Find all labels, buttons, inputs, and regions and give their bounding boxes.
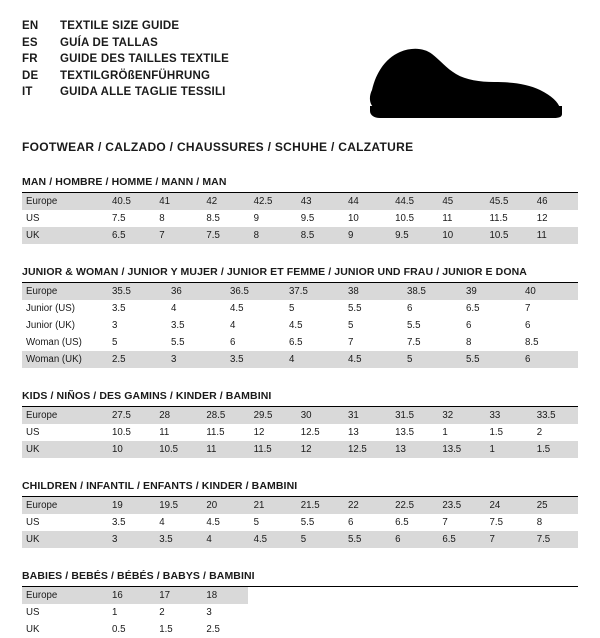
table-row	[22, 604, 578, 621]
size-cell: 6	[525, 320, 531, 331]
size-cell: 5	[295, 531, 342, 548]
size-cell-empty	[389, 621, 436, 638]
size-group-man	[22, 176, 578, 244]
size-cell: 35.5	[106, 283, 165, 300]
size-cell: 36.5	[224, 283, 283, 300]
size-cell: 7.5	[112, 213, 126, 224]
row-label: Woman (US)	[26, 337, 82, 348]
size-cell: 5.5	[407, 320, 421, 331]
group-title: JUNIOR & WOMAN / JUNIOR Y MUJER / JUNIOR ET FEMME / JUNIOR UND FRAU / JUNIOR E DONA	[22, 266, 578, 283]
row-label: Europe	[22, 193, 106, 210]
table-row	[22, 407, 578, 424]
table-row	[22, 441, 578, 458]
table-row	[22, 351, 578, 368]
size-cell: 1	[112, 607, 118, 618]
size-table	[22, 283, 578, 368]
size-cell-empty	[248, 587, 295, 604]
size-cell-empty	[484, 604, 531, 621]
size-table	[22, 193, 578, 244]
size-cell: 38.5	[401, 283, 460, 300]
size-cell: 7	[153, 227, 200, 244]
size-cell: 44.5	[389, 193, 436, 210]
row-label: UK	[22, 227, 106, 244]
size-cell: 5	[289, 303, 295, 314]
row-label: Junior (UK)	[26, 320, 75, 331]
table-row	[22, 424, 578, 441]
language-code: EN	[22, 20, 39, 32]
size-cell: 1.5	[489, 427, 503, 438]
size-cell-empty	[295, 621, 342, 638]
size-cell-empty	[531, 587, 578, 604]
row-label: UK	[26, 624, 40, 635]
size-cell: 3.5	[224, 351, 283, 368]
size-cell: 9.5	[300, 213, 315, 224]
row-label: Woman (UK)	[22, 351, 106, 368]
page-title: FOOTWEAR / CALZADO / CHAUSSURES / SCHUHE / CALZATURE	[22, 140, 414, 154]
table-row	[22, 531, 578, 548]
size-cell: 11.5	[206, 427, 225, 438]
size-cell: 18	[200, 587, 247, 604]
size-cell: 6.5	[436, 531, 483, 548]
size-cell: 3	[106, 531, 153, 548]
size-cell: 4	[171, 303, 177, 314]
size-cell: 2	[536, 427, 543, 438]
size-cell: 30	[295, 407, 342, 424]
language-title: GUIDE DES TAILLES TEXTILE	[60, 53, 229, 65]
size-cell: 6	[519, 351, 578, 368]
size-cell: 6.5	[466, 303, 480, 314]
size-cell: 1.5	[159, 624, 173, 635]
language-row	[22, 51, 229, 68]
size-cell: 4.5	[289, 320, 303, 331]
size-cell: 7.5	[531, 531, 578, 548]
size-cell: 41	[153, 193, 200, 210]
size-cell: 9	[253, 213, 259, 224]
size-cell: 20	[200, 497, 247, 514]
size-cell: 42.5	[248, 193, 295, 210]
size-cell: 12	[253, 427, 265, 438]
size-cell: 22.5	[389, 497, 436, 514]
size-cell: 36	[165, 283, 224, 300]
row-label: UK	[22, 531, 106, 548]
size-cell-empty	[389, 587, 436, 604]
table-row	[22, 497, 578, 514]
size-cell: 7.5	[407, 337, 421, 348]
size-cell: 6.5	[395, 517, 409, 528]
size-cell: 11	[442, 213, 453, 224]
size-cell: 11.5	[248, 441, 295, 458]
size-cell: 13.5	[436, 441, 483, 458]
size-cell: 31	[342, 407, 389, 424]
size-cell-empty	[436, 604, 483, 621]
table-row	[22, 334, 578, 351]
size-cell: 4.5	[342, 351, 401, 368]
table-row	[22, 514, 578, 531]
size-cell: 0.5	[112, 624, 126, 635]
size-cell: 3	[112, 320, 118, 331]
size-cell: 19	[106, 497, 153, 514]
size-cell: 8	[536, 517, 543, 528]
size-cell: 10.5	[395, 213, 414, 224]
size-cell: 13.5	[395, 427, 414, 438]
size-cell: 9.5	[389, 227, 436, 244]
size-cell: 4.5	[206, 517, 220, 528]
size-cell: 22	[342, 497, 389, 514]
language-row	[22, 84, 229, 101]
size-cell: 7	[442, 517, 448, 528]
language-row	[22, 68, 229, 85]
size-cell: 4.5	[230, 303, 244, 314]
size-cell: 4	[283, 351, 342, 368]
size-cell-empty	[484, 587, 531, 604]
size-cell: 38	[342, 283, 401, 300]
table-row	[22, 300, 578, 317]
table-row	[22, 283, 578, 300]
size-cell: 44	[342, 193, 389, 210]
row-label: US	[26, 213, 40, 224]
group-title: KIDS / NIÑOS / DES GAMINS / KINDER / BAMBINI	[22, 390, 578, 407]
table-row	[22, 193, 578, 210]
size-cell: 4	[230, 320, 236, 331]
size-cell: 6	[466, 320, 472, 331]
size-cell: 10	[347, 213, 359, 224]
size-cell: 37.5	[283, 283, 342, 300]
size-cell: 2	[159, 607, 165, 618]
size-cell: 19.5	[153, 497, 200, 514]
size-cell: 23.5	[436, 497, 483, 514]
table-row	[22, 317, 578, 334]
size-cell-empty	[342, 587, 389, 604]
size-cell: 39	[460, 283, 519, 300]
size-cell: 5.5	[171, 337, 185, 348]
language-code: DE	[22, 69, 39, 82]
size-cell: 8.5	[295, 227, 342, 244]
size-cell: 12	[295, 441, 342, 458]
size-cell: 11.5	[489, 213, 508, 224]
row-label: US	[26, 427, 40, 438]
size-cell: 45	[436, 193, 483, 210]
size-cell: 8.5	[206, 213, 220, 224]
size-cell: 11	[200, 441, 247, 458]
size-group-babies	[22, 570, 578, 638]
size-cell: 16	[106, 587, 153, 604]
size-cell: 5.5	[342, 531, 389, 548]
language-title: TEXTILGRÖßENFÜHRUNG	[60, 69, 211, 82]
size-cell: 8	[466, 337, 472, 348]
size-cell: 6.5	[289, 337, 303, 348]
row-label: UK	[22, 441, 106, 458]
size-cell: 5	[348, 320, 354, 331]
size-cell-empty	[342, 621, 389, 638]
size-cell: 3.5	[171, 320, 185, 331]
size-cell: 13	[389, 441, 436, 458]
size-cell-empty	[484, 621, 531, 638]
size-cell: 6	[407, 303, 413, 314]
size-cell: 3.5	[153, 531, 200, 548]
group-title: MAN / HOMBRE / HOMME / MANN / MAN	[22, 176, 578, 193]
size-cell: 43	[295, 193, 342, 210]
size-cell: 5.5	[348, 303, 362, 314]
size-cell: 9	[342, 227, 389, 244]
size-cell: 13	[347, 427, 359, 438]
size-cell: 4	[200, 531, 247, 548]
size-cell: 33	[484, 407, 531, 424]
size-cell: 5.5	[300, 517, 315, 528]
size-cell: 8	[159, 213, 165, 224]
row-label: Junior (US)	[26, 303, 75, 314]
size-cell: 46	[531, 193, 578, 210]
table-row	[22, 210, 578, 227]
size-cell: 32	[436, 407, 483, 424]
language-code: ES	[22, 36, 38, 49]
size-cell: 10.5	[484, 227, 531, 244]
language-title: TEXTILE SIZE GUIDE	[60, 20, 180, 32]
dress-shoe-icon	[366, 38, 566, 124]
row-label: Europe	[22, 587, 106, 604]
size-cell: 5	[112, 337, 118, 348]
size-group-children	[22, 480, 578, 548]
size-cell: 7	[484, 531, 531, 548]
row-label: Europe	[22, 497, 106, 514]
size-cell: 6.5	[106, 227, 153, 244]
header	[22, 18, 578, 124]
size-cell: 7	[525, 303, 531, 314]
row-label: US	[26, 517, 40, 528]
size-cell: 40.5	[106, 193, 153, 210]
size-cell: 3.5	[112, 303, 126, 314]
size-cell: 12.5	[342, 441, 389, 458]
size-cell: 8.5	[525, 337, 539, 348]
row-label: Europe	[22, 407, 106, 424]
size-table	[22, 407, 578, 458]
size-cell-empty	[295, 604, 342, 621]
group-title: BABIES / BEBÉS / BÉBÉS / BABYS / BAMBINI	[22, 570, 578, 587]
language-row	[22, 18, 229, 35]
language-title: GUÍA DE TALLAS	[60, 36, 158, 49]
size-cell: 2.5	[106, 351, 165, 368]
size-table	[22, 497, 578, 548]
size-cell-empty	[295, 587, 342, 604]
size-cell-empty	[342, 604, 389, 621]
size-cell-empty	[531, 604, 578, 621]
size-cell: 6	[230, 337, 236, 348]
size-cell: 21.5	[295, 497, 342, 514]
size-cell: 2.5	[206, 624, 220, 635]
size-cell: 6	[389, 531, 436, 548]
size-cell: 6	[347, 517, 354, 528]
row-label: US	[26, 607, 40, 618]
table-row	[22, 227, 578, 244]
table-row	[22, 621, 578, 638]
size-cell: 12	[536, 213, 548, 224]
language-code: FR	[22, 53, 38, 65]
size-cell: 11	[531, 227, 578, 244]
size-cell: 42	[200, 193, 247, 210]
size-cell: 3	[206, 607, 212, 618]
size-cell: 31.5	[389, 407, 436, 424]
size-cell: 28.5	[200, 407, 247, 424]
size-cell: 10.5	[153, 441, 200, 458]
size-cell: 4.5	[248, 531, 295, 548]
size-cell: 7.5	[200, 227, 247, 244]
size-cell: 1.5	[531, 441, 578, 458]
row-label: Europe	[22, 283, 106, 300]
size-cell: 3.5	[112, 517, 126, 528]
size-cell: 7	[348, 337, 354, 348]
group-title: CHILDREN / INFANTIL / ENFANTS / KINDER / BAMBINI	[22, 480, 578, 497]
size-table	[22, 587, 578, 638]
size-cell: 4	[159, 517, 165, 528]
size-cell: 33.5	[531, 407, 578, 424]
size-cell: 1	[442, 427, 448, 438]
size-cell: 17	[153, 587, 200, 604]
table-row	[22, 587, 578, 604]
size-cell: 27.5	[106, 407, 153, 424]
size-cell-empty	[436, 587, 483, 604]
size-cell-empty	[389, 604, 436, 621]
size-cell: 8	[248, 227, 295, 244]
size-cell: 5	[253, 517, 259, 528]
size-cell: 7.5	[489, 517, 503, 528]
size-cell: 25	[531, 497, 578, 514]
language-code: IT	[22, 86, 33, 98]
size-cell: 5	[401, 351, 460, 368]
size-cell: 5.5	[460, 351, 519, 368]
size-cell: 45.5	[484, 193, 531, 210]
size-cell: 3	[165, 351, 224, 368]
size-cell-empty	[531, 621, 578, 638]
size-cell-empty	[248, 604, 295, 621]
language-row	[22, 35, 229, 52]
size-group-kids	[22, 390, 578, 458]
size-cell-empty	[436, 621, 483, 638]
size-cell: 10	[106, 441, 153, 458]
size-cell: 10.5	[112, 427, 131, 438]
size-cell: 10	[436, 227, 483, 244]
size-cell: 21	[248, 497, 295, 514]
size-cell: 24	[484, 497, 531, 514]
language-title: GUIDA ALLE TAGLIE TESSILI	[60, 86, 226, 98]
size-cell-empty	[248, 621, 295, 638]
size-cell: 28	[153, 407, 200, 424]
size-cell: 29.5	[248, 407, 295, 424]
size-cell: 11	[159, 427, 170, 438]
size-group-junior-woman	[22, 266, 578, 368]
size-cell: 12.5	[300, 427, 320, 438]
language-list	[22, 18, 229, 101]
size-cell: 40	[519, 283, 578, 300]
size-cell: 1	[484, 441, 531, 458]
